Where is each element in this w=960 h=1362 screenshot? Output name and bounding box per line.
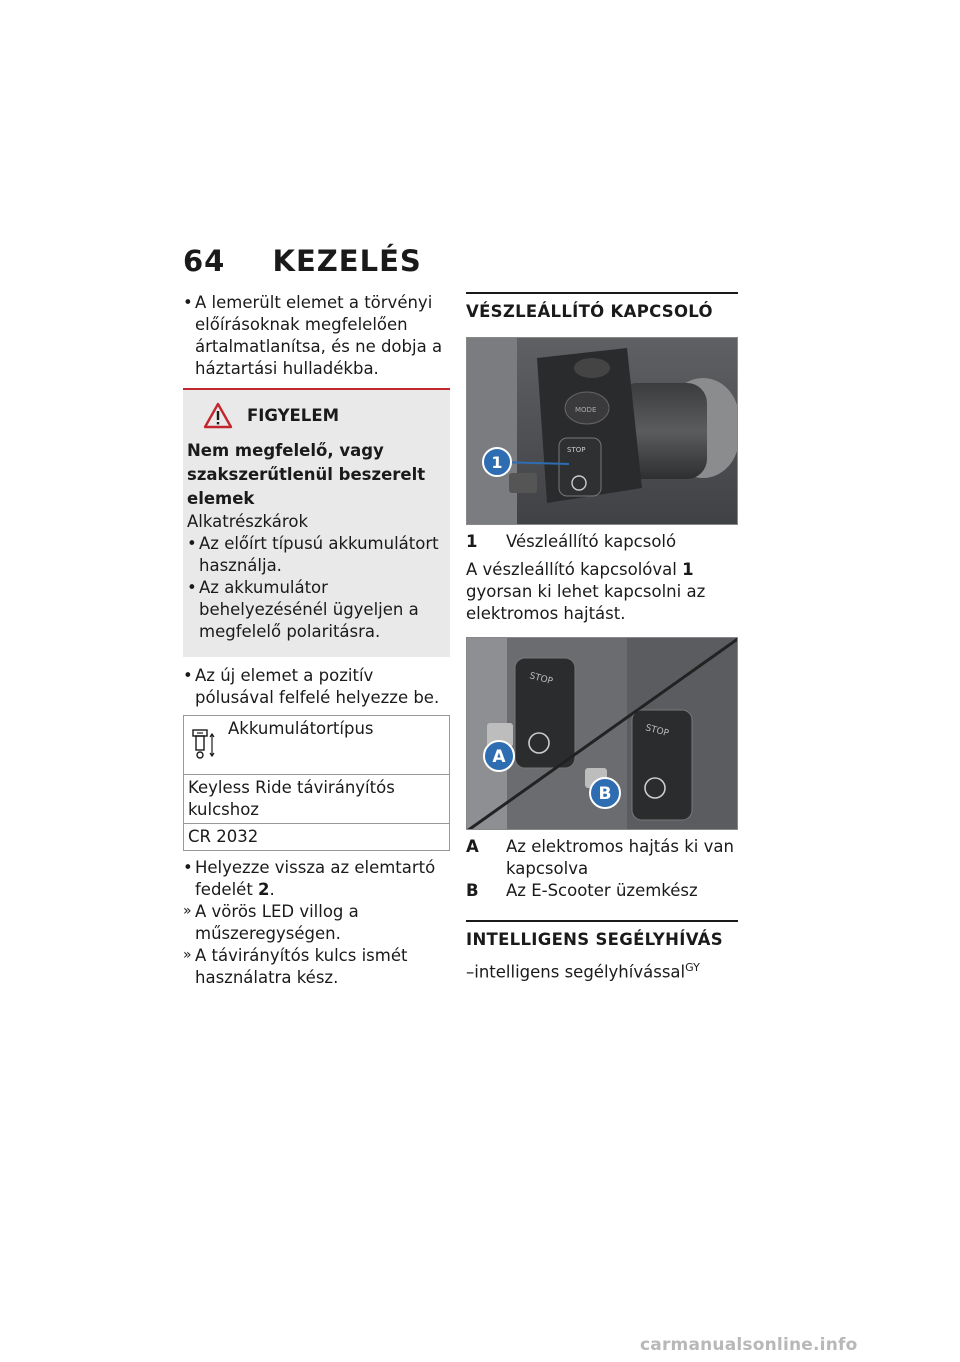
result-led: » A vörös LED villog a műszeregységen. xyxy=(183,902,359,943)
bullet-insert-battery: • Az új elemet a pozitív pólusával felfelé helyezze be. xyxy=(183,666,440,707)
bullet-dispose-battery: • A lemerült elemet a törvényi előírásoknak megfelelően ártalmatlanítsa, és ne dobja a háztartási hulladékba. xyxy=(183,293,443,378)
reference-number: 2 xyxy=(258,880,270,899)
switch-positions-image xyxy=(467,638,738,830)
callout-a: A xyxy=(492,747,506,767)
equipment-code: GY xyxy=(685,961,700,974)
section-title-emergency-call: INTELLIGENS SEGÉLYHÍVÁS xyxy=(466,920,738,949)
stop-label-a: STOP xyxy=(528,671,554,688)
warning-triangle-icon xyxy=(203,402,233,429)
legend-item: 1 Vészleállító kapcsoló xyxy=(466,532,677,551)
warning-consequence: Alkatrészkárok xyxy=(187,512,308,531)
section-title-kill-switch: VÉSZLEÁLLÍTÓ KAPCSOLÓ xyxy=(466,292,738,321)
warning-hazard: Nem megfelelő, vagy szakszerűtlenül beszerelt elemek xyxy=(187,441,426,508)
callout-1: 1 xyxy=(491,453,503,472)
bullet-replace-cover: • Helyezze vissza az elemtartó fedelét 2. xyxy=(183,858,436,899)
mode-label: MODE xyxy=(575,406,597,414)
warning-header xyxy=(203,402,446,429)
kill-switch-photo xyxy=(466,337,738,525)
warning-box xyxy=(183,388,450,657)
page-header xyxy=(183,244,422,278)
result-arrow-icon: » xyxy=(183,947,192,963)
legend-item: A Az elektromos hajtás ki van kapcsolva xyxy=(466,837,734,878)
switch-positions-photo xyxy=(466,637,738,830)
spec-header-label: Akkumulátortípus xyxy=(228,719,374,738)
reference-number: 1 xyxy=(682,560,694,579)
stop-label: STOP xyxy=(567,446,586,454)
legend-item: B Az E-Scooter üzemkész xyxy=(466,881,698,900)
stop-label-b: STOP xyxy=(644,723,670,740)
watermark: carmanualsonline.info xyxy=(640,1335,858,1355)
spec-value-row: CR 2032 xyxy=(184,823,449,850)
callout-b: B xyxy=(598,784,612,804)
page-title: KEZELÉS xyxy=(272,244,422,278)
warning-item: • Az akkumulátor behelyezésénél ügyeljen a megfelelő polaritásra. xyxy=(187,578,419,641)
result-key-ready: » A távirányítós kulcs ismét használatra kész. xyxy=(183,946,408,987)
emergency-call-note: –intelligens segélyhívással$^{GY}$ xyxy=(466,961,700,982)
right-column xyxy=(466,292,738,984)
warning-title: FIGYELEM xyxy=(247,406,340,425)
battery-spec-table xyxy=(183,715,450,851)
left-column xyxy=(183,292,450,989)
battery-spec-icon xyxy=(188,724,218,764)
spec-header-row xyxy=(184,716,449,774)
result-arrow-icon: » xyxy=(183,903,192,919)
kill-switch-description: A vészleállító kapcsolóval 1 gyorsan ki lehet kapcsolni az elektromos hajtást. xyxy=(466,560,706,623)
spec-label-row: Keyless Ride távirányítós kulcshoz xyxy=(184,774,449,823)
warning-item: • Az előírt típusú akkumulátort használja. xyxy=(187,534,439,575)
page-number: 64 xyxy=(183,244,226,278)
bullet-dot: • xyxy=(183,293,193,312)
handlebar-switch-image xyxy=(467,338,738,525)
